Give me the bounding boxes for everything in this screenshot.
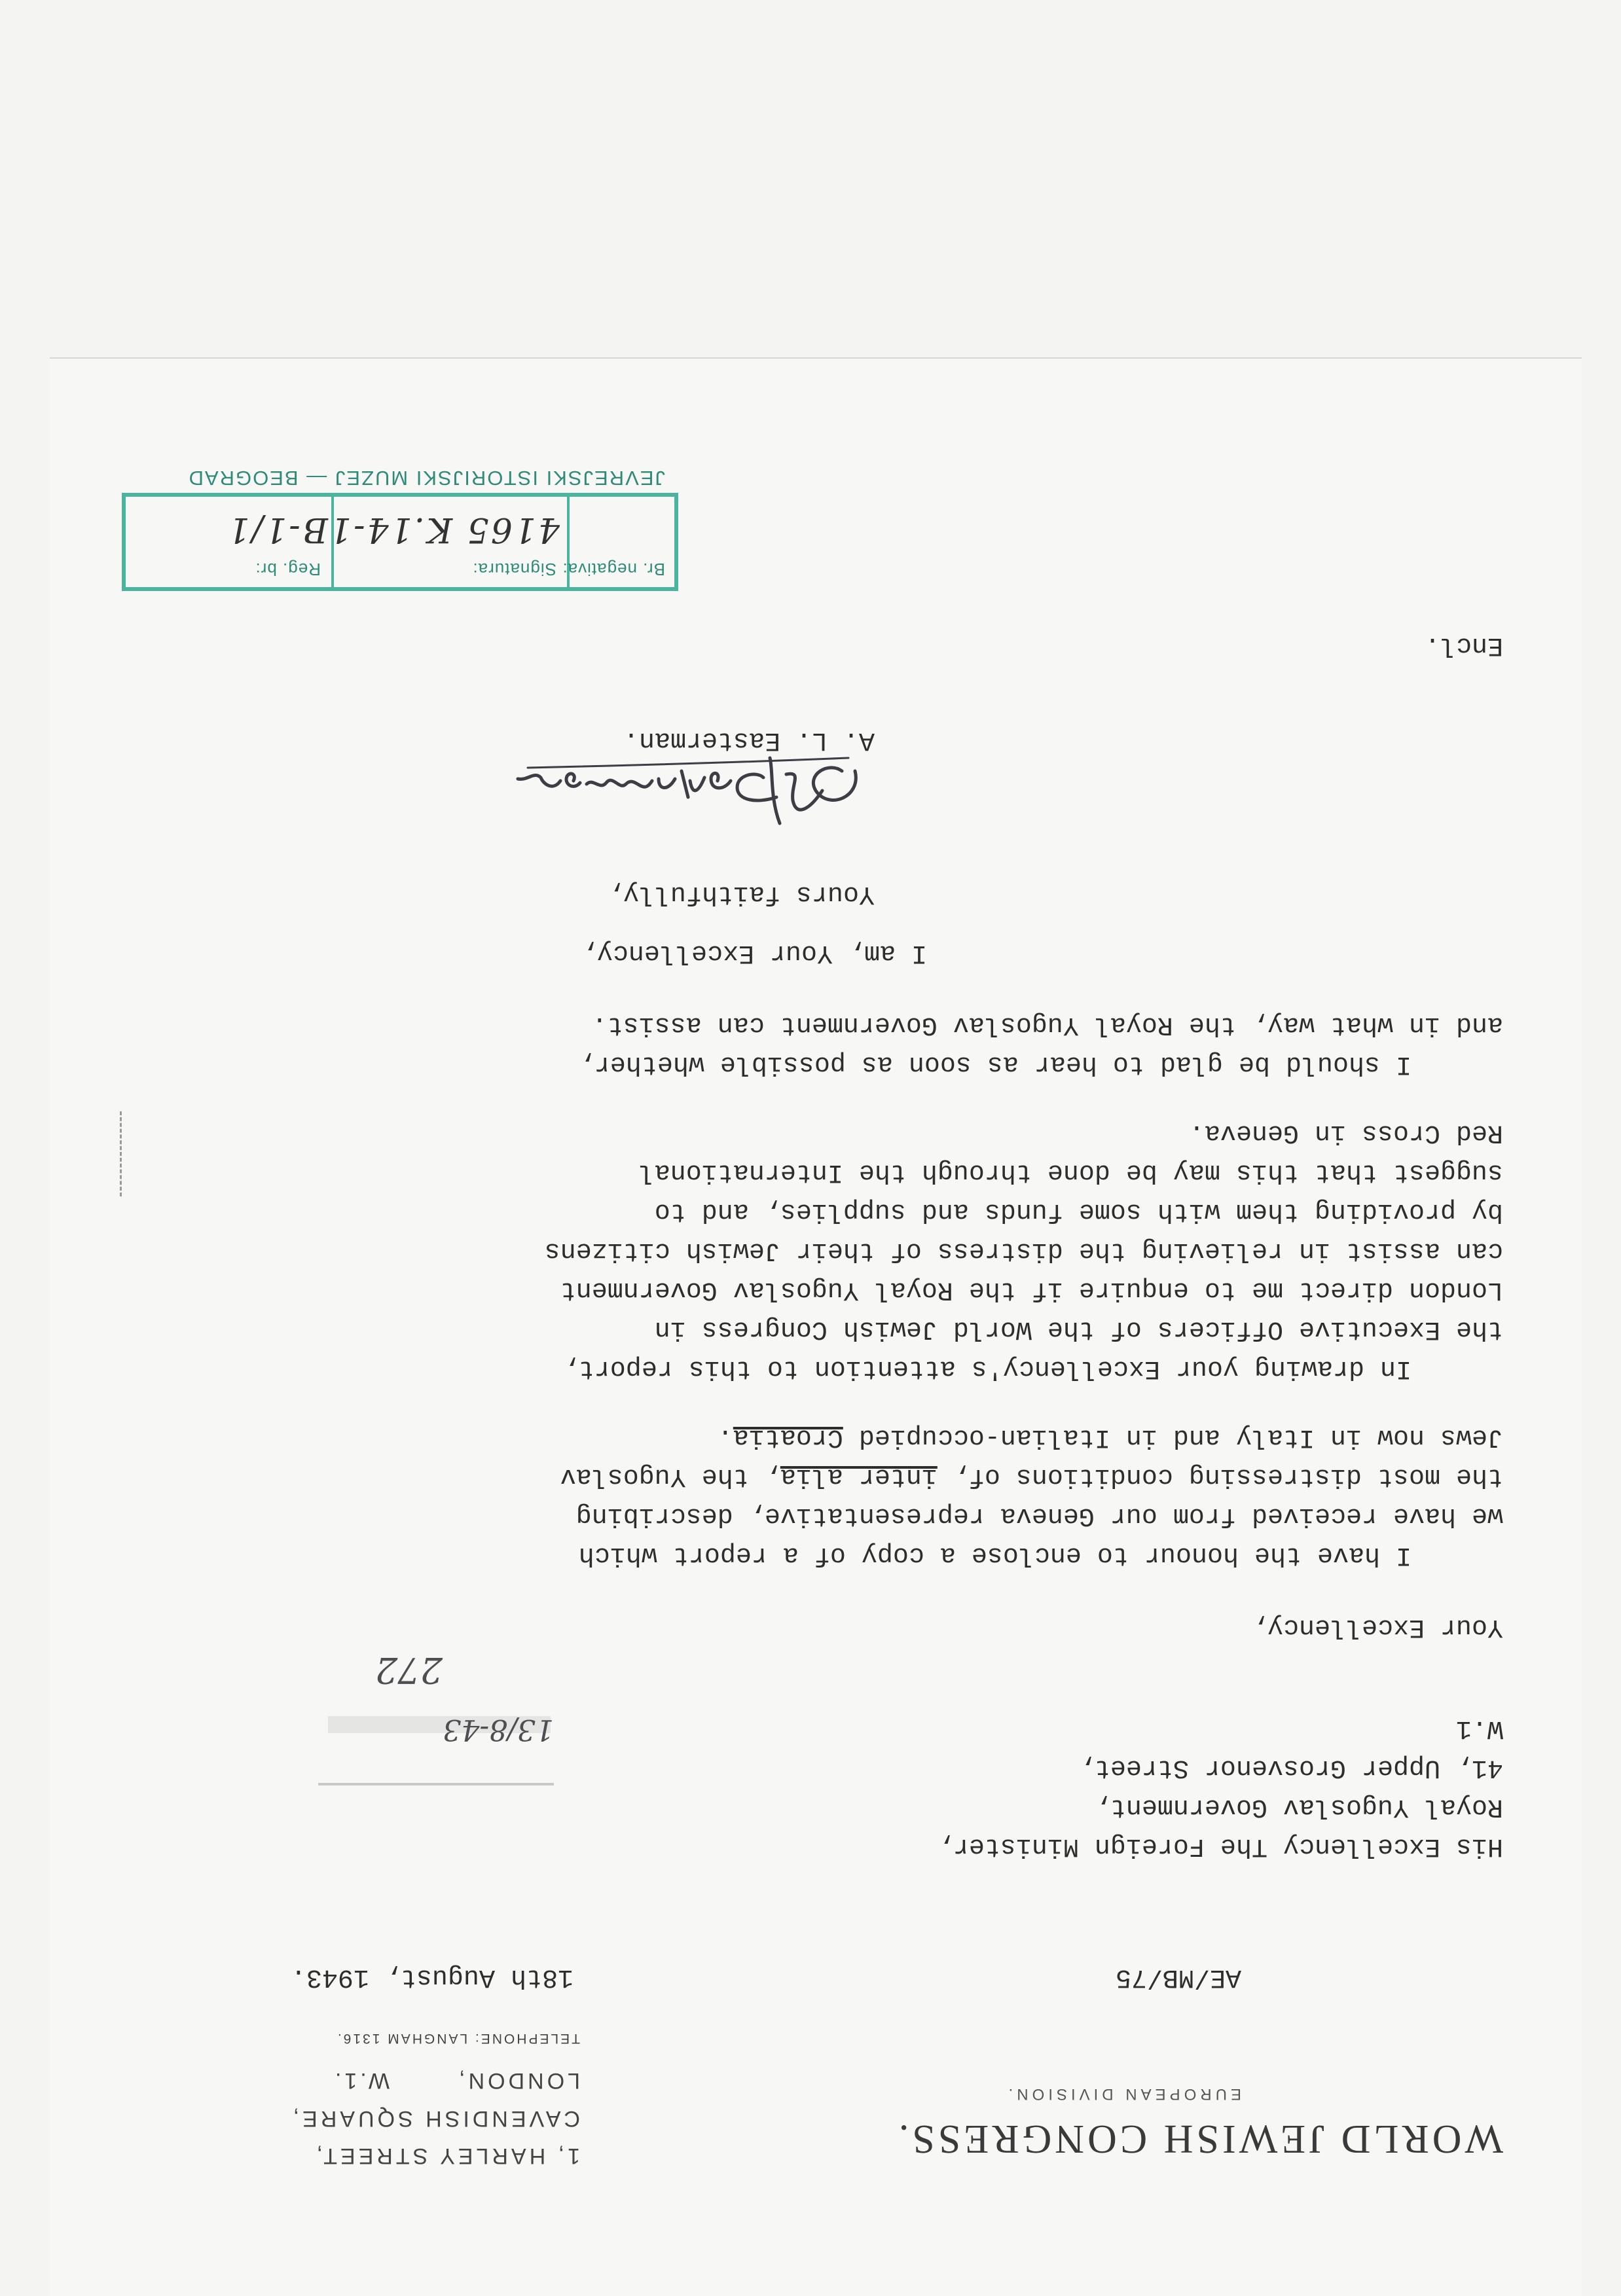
letterhead-address-line1: 1, HARLEY STREET,	[313, 2144, 580, 2168]
body-line: Red Cross in Geneva.	[1188, 1118, 1503, 1147]
enclosure-note: Encl.	[1424, 630, 1503, 660]
body-line: the Executive Officers of the World Jewish Congress in	[654, 1314, 1503, 1344]
underlined-text: inter alia	[780, 1462, 938, 1491]
archive-stamp	[122, 493, 678, 591]
stamp-rule	[318, 1783, 554, 1785]
body-line: can assist in relieving the distress of their Jewish citizens	[544, 1236, 1503, 1265]
body-line: London direct me to enquire if the Royal Yugoslav Government	[560, 1275, 1503, 1304]
archive-institution: JEVREJSKI ISTORIJSKI MUZEJ — BEOGRAD	[187, 467, 665, 490]
body-line: In drawing your Excellency's attention to this report,	[562, 1354, 1412, 1383]
stamp-label-negativ: Br. negativa:	[562, 560, 665, 579]
addressee-line: Royal Yugoslav Government,	[1094, 1792, 1503, 1821]
body-text: the most distressing conditions of,	[937, 1462, 1503, 1491]
salutation: Your Excellency,	[1251, 1612, 1503, 1641]
body-text: Jews now in Italy and in Italian-occupied	[843, 1422, 1503, 1452]
body-line	[560, 1462, 1503, 1491]
letter-sheet	[50, 357, 1582, 2296]
letter-date: 18th August, 1943.	[290, 1962, 574, 1992]
body-line	[718, 1422, 1503, 1452]
received-stamp	[299, 1635, 560, 1785]
closing-line: Yours faithfully,	[607, 879, 875, 908]
body-line: by providing them with some funds and supplies, and to	[654, 1196, 1503, 1226]
body-line: suggest that this may be done through the International	[638, 1157, 1503, 1187]
letterhead-address-line3: LONDON, W.1.	[331, 2068, 580, 2093]
closing-line: I am, Your Excellency,	[581, 938, 927, 967]
body-line: and in what way, the Royal Yugoslav Government can assist.	[591, 1010, 1503, 1039]
letterhead-title: WORLD JEWISH CONGRESS.	[895, 2117, 1503, 2161]
body-text: .	[717, 1422, 733, 1452]
addressee-line: W.1	[1455, 1713, 1503, 1743]
reference-number: AE/MB/75	[1115, 1962, 1241, 1992]
addressee-line: 41, Upper Grosvenor Street,	[1078, 1753, 1503, 1782]
body-line: I should be glad to hear as soon as possible whether,	[578, 1049, 1412, 1079]
stamp-label-reg: Reg. br:	[255, 560, 321, 579]
letterhead-division: EUROPEAN DIVISION.	[1004, 2085, 1241, 2103]
handwritten-archive-code: 4165 K.14-1B-1/1	[226, 510, 560, 549]
letterhead-address-line2: CAVENDISH SQUARE,	[289, 2106, 580, 2131]
typed-signatory-name: A. L. Easterman.	[623, 725, 875, 755]
body-text: , the Yugoslav	[560, 1462, 780, 1491]
stamp-label-signatura: Signatura:	[472, 560, 556, 579]
body-line: I have the honour to enclose a copy of a report which	[578, 1540, 1412, 1570]
margin-mark	[115, 1111, 122, 1196]
underlined-text: Croatia	[733, 1422, 843, 1452]
body-line: we have received from our Geneva representative, describing	[575, 1501, 1503, 1530]
handwritten-received-date: 13/8-43	[443, 1713, 554, 1746]
addressee-line: His Excellency The Foreign Minister,	[937, 1831, 1503, 1861]
letterhead-telephone: TELEPHONE: LANGHAM 1316.	[335, 2031, 580, 2046]
handwritten-received-number: 272	[374, 1649, 443, 1691]
